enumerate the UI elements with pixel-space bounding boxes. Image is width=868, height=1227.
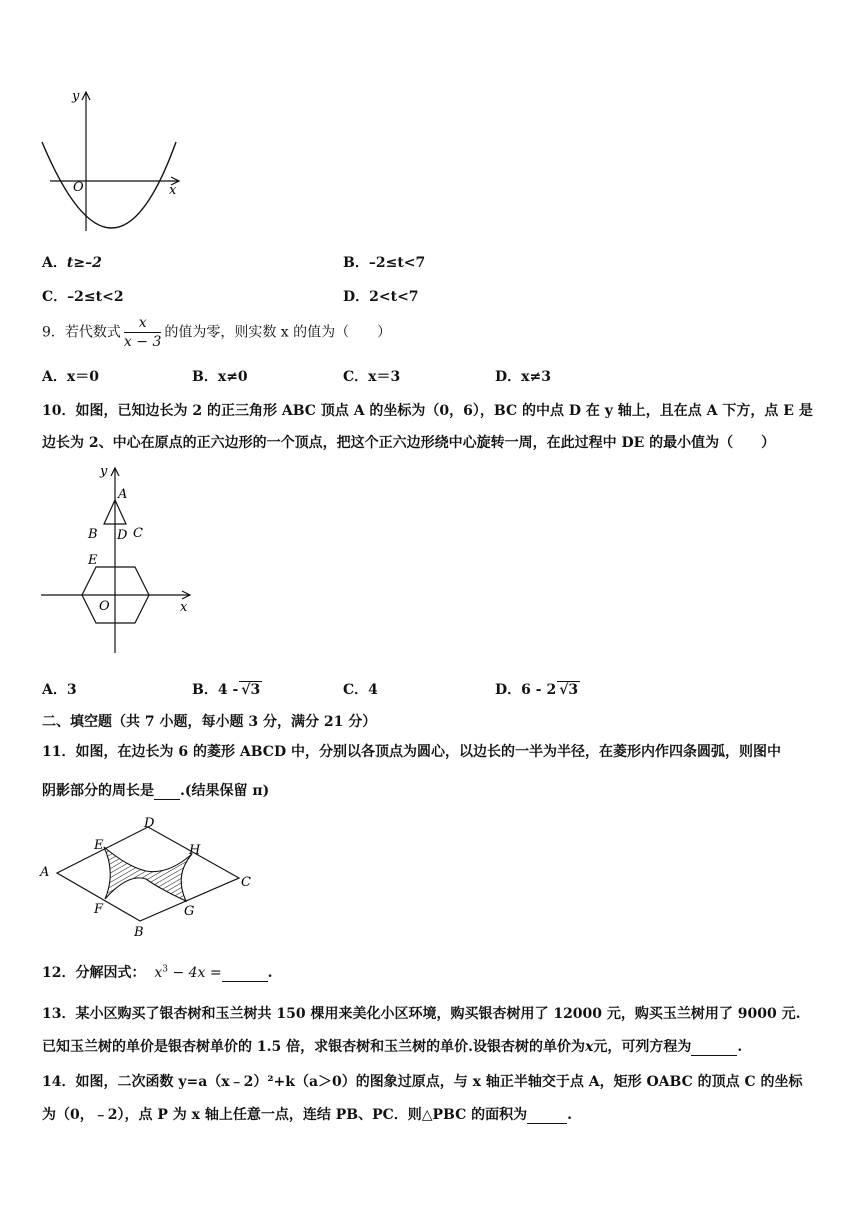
- q10-line-1: 10．如图，已知边长为 2 的正三角形 ABC 顶点 A 的坐标为（0，6），BC 的中点 D 在 y 轴上，且在点 A 下方，点 E 是: [42, 403, 813, 419]
- point-h-label: H: [189, 843, 201, 858]
- point-g-label: G: [184, 904, 195, 919]
- y-label: y: [72, 89, 80, 104]
- point-a-label: A: [118, 487, 128, 502]
- q8-option-b: B．–2≤t<7: [343, 255, 426, 271]
- q8-option-d: D．2<t<7: [343, 289, 419, 305]
- y-label: y: [100, 464, 108, 479]
- q10-option-b: B．4 - √3: [192, 682, 261, 698]
- q8-parabola-figure: [36, 86, 186, 236]
- q10-option-a: A．3: [42, 682, 77, 698]
- q10-option-d: D．6 - 2 √3: [495, 682, 579, 698]
- section-heading: 二、填空题（共 7 小题，每小题 3 分，满分 21 分）: [42, 714, 377, 730]
- q11-line-1: 11．如图，在边长为 6 的菱形 ABCD 中，分别以各顶点为圆心，以边长的一半为半径，在菱形内作四条圆弧，则图中: [42, 744, 781, 760]
- q9-option-c: C．x＝3: [343, 369, 401, 385]
- origin-label: O: [73, 180, 84, 195]
- q11-line-2: 阴影部分的周长是 .(结果保留 π): [42, 783, 270, 799]
- q13-line-1: 13．某小区购买了银杏树和玉兰树共 150 棵用来美化小区环境，购买银杏树用了 12000 元，购买玉兰树用了 9000 元.: [42, 1006, 801, 1022]
- shaded-region: [104, 847, 192, 901]
- q10-hexagon-figure: [38, 460, 198, 660]
- q9-stem: 9．若代数式 $\frac{x}{x - 3}$ 的值为零，则实数 x 的值为（ ）: [42, 315, 392, 350]
- answer-blank[interactable]: [222, 967, 268, 982]
- point-e-label: E: [94, 838, 104, 853]
- q9-option-d: D．x≠3: [495, 369, 551, 385]
- q9-fraction: $\frac{x}{x - 3}$: [123, 315, 162, 350]
- point-b-label: B: [134, 925, 144, 939]
- point-d-label: D: [144, 816, 155, 831]
- point-a-label: A: [40, 865, 50, 880]
- parabola-curve: [42, 142, 176, 228]
- q10-line-2: 边长为 2、中心在原点的正六边形的一个顶点，把这个正六边形绕中心旋转一周，在此过程中 DE 的最小值为（ ）: [42, 435, 776, 451]
- x-label: x: [180, 600, 188, 615]
- q11-rhombus-figure: [38, 813, 268, 939]
- point-c-label: C: [133, 526, 143, 541]
- point-d-label: D: [117, 528, 128, 543]
- q14-line-2: 为（0，﹣2），点 P 为 x 轴上任意一点，连结 PB、PC．则△PBC 的面积为 .: [42, 1107, 573, 1123]
- point-b-label: B: [88, 527, 98, 542]
- q8-option-a: A．t≥–2: [42, 255, 102, 271]
- point-c-label: C: [241, 875, 251, 890]
- x-label: x: [169, 183, 177, 198]
- q8-option-c: C．–2≤t<2: [42, 289, 124, 305]
- answer-blank[interactable]: [154, 785, 180, 800]
- point-f-label: F: [94, 902, 104, 917]
- q12-line: 12．分解因式： $x^3 - 4x$ = .: [42, 964, 273, 981]
- answer-blank[interactable]: [691, 1041, 737, 1056]
- q14-line-1: 14．如图，二次函数 y=a（x﹣2）²+k（a＞0）的图象过原点，与 x 轴正半轴交于点 A，矩形 OABC 的顶点 C 的坐标: [42, 1074, 803, 1090]
- q9-option-a: A．x＝0: [42, 369, 99, 385]
- point-e-label: E: [88, 553, 98, 568]
- q13-line-2: 已知玉兰树的单价是银杏树单价的 1.5 倍，求银杏树和玉兰树的单价.设银杏树的单价为x元，可列方程为 .: [42, 1039, 743, 1055]
- answer-blank[interactable]: [527, 1109, 567, 1124]
- origin-label: O: [99, 599, 110, 614]
- q9-option-b: B．x≠0: [192, 369, 248, 385]
- q10-option-c: C．4: [343, 682, 378, 698]
